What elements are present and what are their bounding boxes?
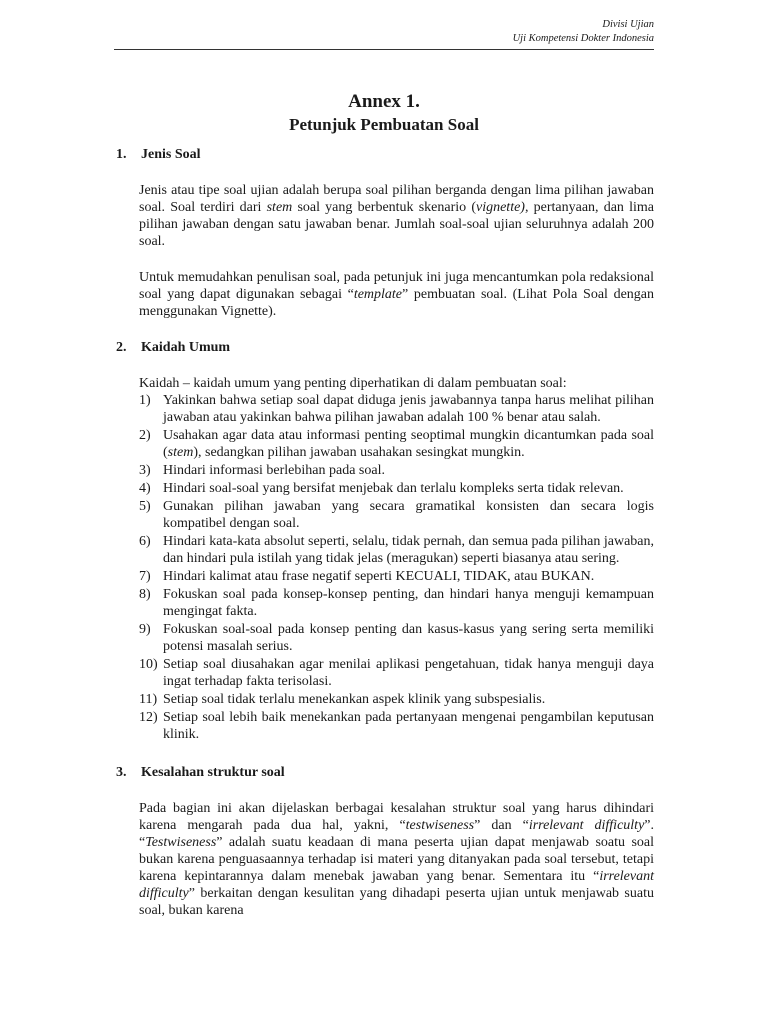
document-body [114,146,654,919]
list-item [139,462,654,479]
list-item [139,621,654,655]
section-title: Kaidah Umum [141,340,231,355]
text-run: ”. “ [139,818,655,850]
text-run: ” pembuatan soal. (Lihat Pola Soal dengan menggunakan Vignette). [139,287,654,319]
list-text: Hindari soal-soal yang bersifat menjebak dan terlalu kompleks serta tidak relevan. [163,481,624,496]
document-title [0,90,768,136]
list-text: Setiap soal tidak terlalu menekankan aspek klinik yang subspesialis. [163,692,546,707]
list-text: Hindari kalimat atau frase negatif seperti KECUALI, TIDAK, atau BUKAN. [163,569,595,584]
italic-term: stem [167,445,194,460]
list-item [139,656,654,690]
list-number: 9) [139,622,151,637]
list-item [139,691,654,708]
list-text: Hindari kata-kata absolut seperti, selalu, tidak pernah, dan semua pada pilihan jawaban, dan hindari pula istilah yang tidak jelas (meragukan) seperti biasanya atau sering. [163,534,654,566]
kaidah-list [139,392,654,743]
list-text: Fokuskan soal-soal pada konsep penting dan kasus-kasus yang sering serta memiliki potensi masalah serius. [163,622,654,654]
list-number: 11) [139,692,158,707]
list-item [139,498,654,532]
text-run: Untuk memudahkan penulisan soal, pada petunjuk ini juga mencantumkan pola redaksional soal yang dapat digunakan sebagai “ [139,270,654,302]
header-divider [114,49,654,50]
section-heading-kesalahan-struktur [114,764,654,781]
list-number: 1) [139,393,151,408]
list-item [139,568,654,585]
header-division: Divisi Ujian [602,19,654,30]
list-text: Yakinkan bahwa setiap soal dapat diduga jenis jawabannya tanpa harus melihat pilihan jawaban atau yakinkan bahwa pilihan jawaban adalah 100 % benar atau salah. [163,393,654,425]
italic-term: testwiseness [405,818,475,833]
italic-term: irrelevant difficulty [139,869,654,901]
list-item [139,427,654,461]
running-header [513,18,654,46]
list-item [139,533,654,567]
annex-title: Annex 1. [348,91,420,112]
list-item [139,480,654,497]
list-item [139,586,654,620]
list-number: 10) [139,657,158,672]
list-number: 6) [139,534,151,549]
list-item [139,709,654,743]
list-item [139,392,654,426]
list-number: 12) [139,710,158,725]
section-number: 2. [116,340,127,355]
list-number: 8) [139,587,151,602]
text-run: ” adalah suatu keadaan di mana peserta ujian dapat menjawab soatu soal bukan karena penguasaannya terhadap isi materi yang ditanyakan pada soal tersebut, tetapi karena kepintarannya dalam menebak jawaban yang benar. Sementara itu “ [139,835,654,884]
list-number: 7) [139,569,151,584]
text-run: Jenis atau tipe soal ujian adalah berupa soal pilihan berganda dengan lima pilihan jawaban soal. Soal terdiri dari [139,183,654,215]
text-run: , pertanyaan, dan lima pilihan jawaban dengan satu jawaban benar. Jumlah soal-soal ujian seluruhnya adalah 200 soal. [139,200,654,249]
italic-term: template [353,287,403,302]
paragraph-kesalahan-struktur [139,800,654,919]
list-number: 3) [139,463,151,478]
list-number: 5) [139,499,151,514]
text-run: ” dan “ [474,818,529,833]
section-heading-kaidah-umum [114,339,654,356]
list-text: Fokuskan soal pada konsep-konsep penting, dan hindari hanya menguji kemampuan mengingat fakta. [163,587,654,619]
italic-term: stem [266,200,293,215]
italic-term: irrelevant difficulty [528,818,645,833]
text-run: ” berkaitan dengan kesulitan yang dihadapi peserta ujian untuk menjawab suatu soal, bukan karena [139,886,654,918]
section-number: 1. [116,147,127,162]
section-title: Kesalahan struktur soal [141,765,285,780]
text-run: ), sedangkan pilihan jawaban usahakan sesingkat mungkin. [193,445,525,460]
paragraph-jenis-soal-2 [139,269,654,320]
annex-subtitle: Petunjuk Pembuatan Soal [289,115,479,134]
text-run: Pada bagian ini akan dijelaskan berbagai kesalahan struktur soal yang harus dihindari karena mengarah pada dua hal, yakni, “ [139,801,654,833]
list-text: Setiap soal diusahakan agar menilai aplikasi pengetahuan, tidak hanya menguji daya ingat terhadap fakta terisolasi. [163,657,654,689]
italic-term: Testwiseness [145,835,217,850]
text-run: Usahakan agar data atau informasi penting seoptimal mungkin dicantumkan pada soal ( [163,428,654,460]
section-number: 3. [116,765,127,780]
list-text [163,427,654,461]
section-title: Jenis Soal [141,147,201,162]
list-text: Hindari informasi berlebihan pada soal. [163,463,385,478]
list-number: 4) [139,481,151,496]
italic-term: vignette) [475,200,525,215]
kaidah-intro: Kaidah – kaidah umum yang penting diperhatikan di dalam pembuatan soal: [139,376,567,391]
list-number: 2) [139,428,151,443]
header-program: Uji Kompetensi Dokter Indonesia [512,33,654,44]
paragraph-jenis-soal-1 [139,182,654,250]
list-text: Setiap soal lebih baik menekankan pada pertanyaan mengenai pengambilan keputusan klinik. [163,710,654,742]
section-heading-jenis-soal [114,146,654,163]
text-run: soal yang berbentuk skenario ( [292,200,476,215]
list-text: Gunakan pilihan jawaban yang secara gramatikal konsisten dan secara logis kompatibel dengan soal. [163,499,654,531]
